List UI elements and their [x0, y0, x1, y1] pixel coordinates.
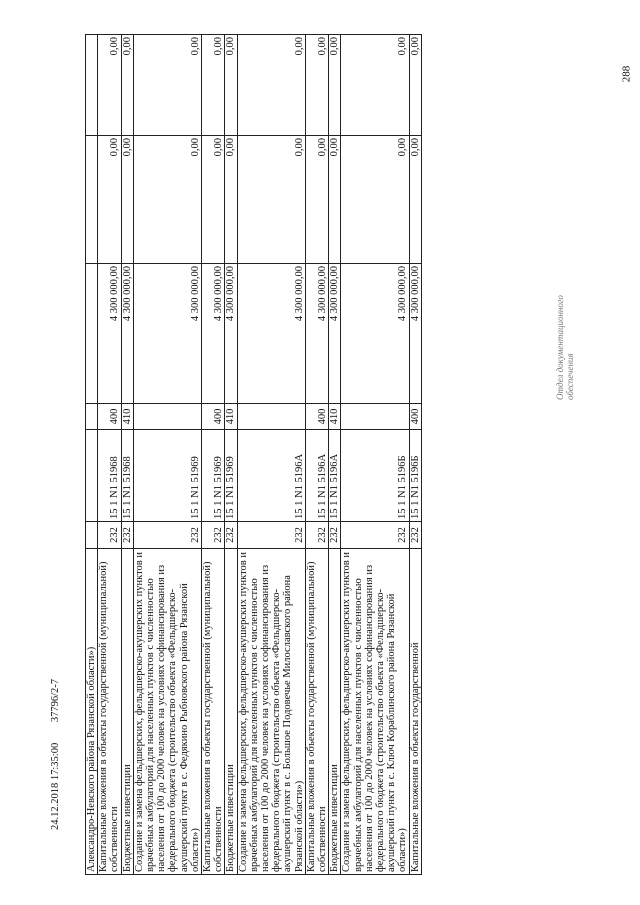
- amount-2021-cell: 0,00: [202, 35, 225, 136]
- amount-2021-cell: 0,00: [329, 35, 341, 136]
- row-name-cell: Александро-Невского района Рязанской области»): [86, 549, 98, 875]
- amount-2021-cell: 0,00: [121, 35, 133, 136]
- row-name-cell: Капитальные вложения в объекты государственной (муниципальной) собственности: [98, 549, 121, 875]
- table-row: [225, 35, 237, 875]
- amount-2019-cell: 4 300 000,00: [341, 264, 409, 404]
- chapter-code-cell: 232: [98, 522, 121, 549]
- target-article-code-cell: 15 1 N1 5196A: [305, 430, 328, 522]
- expense-type-cell: [133, 404, 201, 430]
- target-article-code-cell: 15 1 N1 5196Б: [341, 430, 409, 522]
- footer-doc-id: 37796/2-7: [50, 678, 61, 723]
- expense-type-cell: [341, 404, 409, 430]
- budget-table: [85, 34, 422, 875]
- table-row: [409, 35, 421, 875]
- amount-2020-cell: 0,00: [133, 136, 201, 264]
- amount-2020-cell: 0,00: [121, 136, 133, 264]
- amount-2021-cell: [86, 35, 98, 136]
- target-article-code-cell: 15 1 N1 51969: [202, 430, 225, 522]
- target-article-code-cell: [86, 430, 98, 522]
- chapter-code-cell: 232: [237, 522, 305, 549]
- expense-type-cell: 400: [202, 404, 225, 430]
- amount-2020-cell: 0,00: [305, 136, 328, 264]
- expense-type-cell: 400: [409, 404, 421, 430]
- amount-2020-cell: 0,00: [341, 136, 409, 264]
- table-row: [98, 35, 121, 875]
- amount-2020-cell: 0,00: [237, 136, 305, 264]
- table-row: [305, 35, 328, 875]
- chapter-code-cell: 232: [329, 522, 341, 549]
- expense-type-cell: 410: [121, 404, 133, 430]
- amount-2020-cell: 0,00: [225, 136, 237, 264]
- table-row: [341, 35, 409, 875]
- expense-type-cell: [237, 404, 305, 430]
- amount-2021-cell: 0,00: [225, 35, 237, 136]
- row-name-cell: Капитальные вложения в объекты государственной (муниципальной) собственности: [202, 549, 225, 875]
- row-name-cell: Капитальные вложения в объекты государственной: [409, 549, 421, 875]
- budget-table-body: [86, 35, 422, 875]
- amount-2020-cell: [86, 136, 98, 264]
- row-name-cell: Бюджетные инвестиции: [121, 549, 133, 875]
- target-article-code-cell: 15 1 N1 5196A: [237, 430, 305, 522]
- expense-type-cell: 410: [329, 404, 341, 430]
- amount-2019-cell: 4 300 000,00: [409, 264, 421, 404]
- chapter-code-cell: 232: [133, 522, 201, 549]
- table-row: [237, 35, 305, 875]
- table-row: [86, 35, 98, 875]
- row-name-cell: Создание и замена фельдшерских, фельдшерско-акушерских пунктов и врачебных амбулаторий для населенных пунктов с численностью населения от 100 до 2000 человек на условиях софинансирования из федерального бюджета (строительство объекта «Фельдшерско-акушерский пункт в с. Федякино Рыбновского района Рязанской области»): [133, 549, 201, 875]
- amount-2019-cell: 4 300 000,00: [237, 264, 305, 404]
- amount-2019-cell: 4 300 000,00: [225, 264, 237, 404]
- row-name-cell: Бюджетные инвестиции: [329, 549, 341, 875]
- amount-2020-cell: 0,00: [329, 136, 341, 264]
- chapter-code-cell: 232: [202, 522, 225, 549]
- amount-2019-cell: 4 300 000,00: [121, 264, 133, 404]
- archive-stamp: Отдел документационного обеспечения: [555, 295, 575, 400]
- chapter-code-cell: [86, 522, 98, 549]
- target-article-code-cell: 15 1 N1 51969: [133, 430, 201, 522]
- expense-type-cell: 400: [98, 404, 121, 430]
- footer-datetime: 24.12.2018 17:35:00: [50, 742, 61, 830]
- chapter-code-cell: 232: [121, 522, 133, 549]
- target-article-code-cell: 15 1 N1 51968: [98, 430, 121, 522]
- amount-2019-cell: [86, 264, 98, 404]
- target-article-code-cell: 15 1 N1 5196Б: [409, 430, 421, 522]
- amount-2019-cell: 4 300 000,00: [98, 264, 121, 404]
- table-row: [133, 35, 201, 875]
- expense-type-cell: 410: [225, 404, 237, 430]
- amount-2020-cell: 0,00: [409, 136, 421, 264]
- table-row: [121, 35, 133, 875]
- amount-2021-cell: 0,00: [237, 35, 305, 136]
- amount-2021-cell: 0,00: [305, 35, 328, 136]
- amount-2021-cell: 0,00: [133, 35, 201, 136]
- chapter-code-cell: 232: [225, 522, 237, 549]
- chapter-code-cell: 232: [409, 522, 421, 549]
- target-article-code-cell: 15 1 N1 51968: [121, 430, 133, 522]
- budget-table-container: [85, 35, 422, 875]
- row-name-cell: Создание и замена фельдшерских, фельдшерско-акушерских пунктов и врачебных амбулаторий для населенных пунктов с численностью населения от 100 до 2000 человек на условиях софинансирования из федерального бюджета (строительство объекта «Фельдшерско-акушерский пункт в с. Ключ Кораблинского района Рязанской области»): [341, 549, 409, 875]
- amount-2019-cell: 4 300 000,00: [329, 264, 341, 404]
- amount-2019-cell: 4 300 000,00: [202, 264, 225, 404]
- row-name-cell: Капитальные вложения в объекты государственной (муниципальной) собственности: [305, 549, 328, 875]
- chapter-code-cell: 232: [341, 522, 409, 549]
- target-article-code-cell: 15 1 N1 5196A: [329, 430, 341, 522]
- page-number: 288: [620, 65, 633, 83]
- amount-2021-cell: 0,00: [98, 35, 121, 136]
- table-row: [202, 35, 225, 875]
- chapter-code-cell: 232: [305, 522, 328, 549]
- amount-2019-cell: 4 300 000,00: [305, 264, 328, 404]
- row-name-cell: Создание и замена фельдшерских, фельдшерско-акушерских пунктов и врачебных амбулаторий для населенных пунктов с численностью населения от 100 до 2000 человек на условиях софинансирования из федерального бюджета (строительство объекта «Фельдшерско-акушерский пункт в с. Большое Подовечье Милославского района Рязанской области»): [237, 549, 305, 875]
- row-name-cell: Бюджетные инвестиции: [225, 549, 237, 875]
- expense-type-cell: [86, 404, 98, 430]
- amount-2021-cell: 0,00: [409, 35, 421, 136]
- amount-2021-cell: 0,00: [341, 35, 409, 136]
- expense-type-cell: 400: [305, 404, 328, 430]
- amount-2020-cell: 0,00: [202, 136, 225, 264]
- amount-2020-cell: 0,00: [98, 136, 121, 264]
- amount-2019-cell: 4 300 000,00: [133, 264, 201, 404]
- page-footer: [50, 661, 61, 830]
- target-article-code-cell: 15 1 N1 51969: [225, 430, 237, 522]
- table-row: [329, 35, 341, 875]
